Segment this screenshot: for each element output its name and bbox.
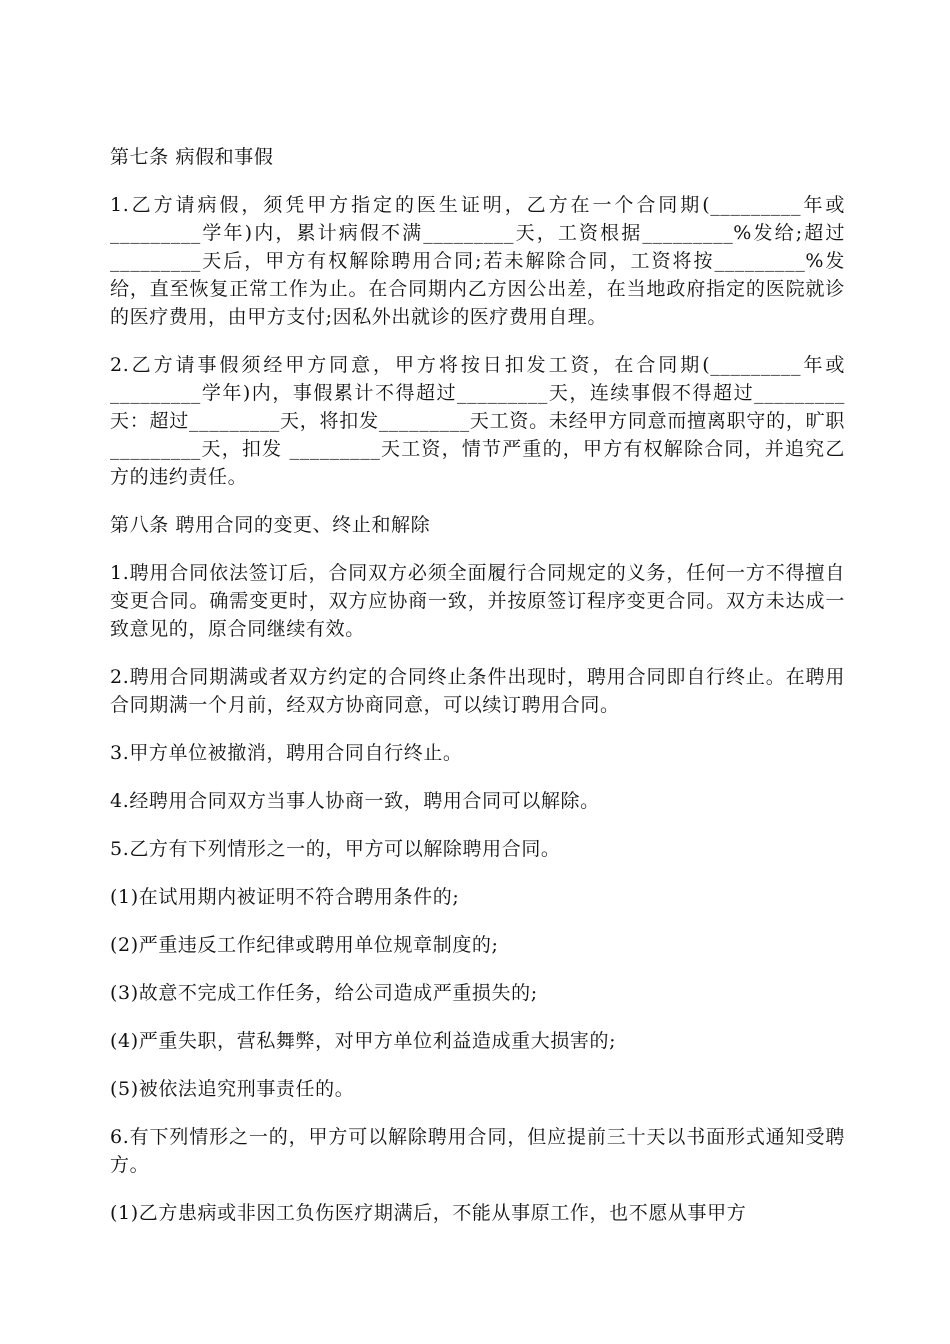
section-8-paragraph-2: 2.聘用合同期满或者双方约定的合同终止条件出现时，聘用合同即自行终止。在聘用合同期满一个月前，经双方协商同意，可以续订聘用合同。 [110, 666, 845, 716]
list-item: (2)严重违反工作纪律或聘用单位规章制度的; [110, 934, 499, 956]
list-item: (1)乙方患病或非因工负伤医疗期满后，不能从事原工作，也不愿从事甲方 [110, 1202, 747, 1224]
section-7-paragraph-2: 2.乙方请事假须经甲方同意，甲方将按日扣发工资，在合同期(_________年或_________学年)内，事假累计不得超过_________天，连续事假不得超过_________天：超过_________天，将扣发_________天工资。未经甲方同意而擅离职守的，旷职_________天，扣发 _________天工资，情节严重的，甲方有权解除合同，并追究乙方的违约责任。 [110, 354, 845, 488]
section-7-heading: 第七条 病假和事假 [110, 146, 274, 168]
section-8-paragraph-5: 5.乙方有下列情形之一的，甲方可以解除聘用合同。 [110, 838, 561, 860]
section-8-paragraph-4: 4.经聘用合同双方当事人协商一致，聘用合同可以解除。 [110, 790, 600, 812]
section-8-paragraph-6: 6.有下列情形之一的，甲方可以解除聘用合同，但应提前三十天以书面形式通知受聘方。 [110, 1126, 845, 1176]
document-page [110, 143, 845, 1247]
list-item: (4)严重失职，营私舞弊，对甲方单位利益造成重大损害的; [110, 1030, 617, 1052]
section-7-paragraph-1: 1.乙方请病假，须凭甲方指定的医生证明，乙方在一个合同期(_________年或_________学年)内，累计病假不满_________天，工资根据_________%发给;超过_________天后，甲方有权解除聘用合同;若未解除合同，工资将按_________%发给，直至恢复正常工作为止。在合同期内乙方因公出差，在当地政府指定的医院就诊的医疗费用，由甲方支付;因私外出就诊的医疗费用自理。 [110, 194, 845, 328]
section-8-paragraph-1: 1.聘用合同依法签订后，合同双方必须全面履行合同规定的义务，任何一方不得擅自变更合同。确需变更时，双方应协商一致，并按原签订程序变更合同。双方未达成一致意见的，原合同继续有效。 [110, 562, 845, 640]
section-8-heading: 第八条 聘用合同的变更、终止和解除 [110, 514, 431, 536]
list-item: (3)故意不完成工作任务，给公司造成严重损失的; [110, 982, 538, 1004]
list-item: (5)被依法追究刑事责任的。 [110, 1078, 355, 1100]
section-8-paragraph-3: 3.甲方单位被撤消，聘用合同自行终止。 [110, 742, 463, 764]
list-item: (1)在试用期内被证明不符合聘用条件的; [110, 886, 460, 908]
